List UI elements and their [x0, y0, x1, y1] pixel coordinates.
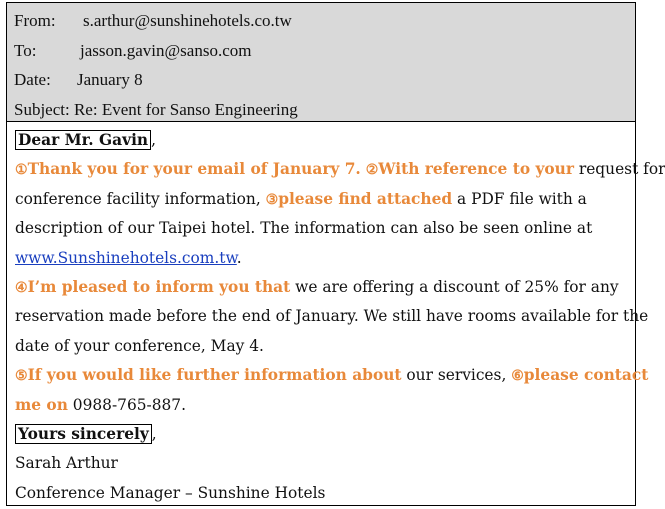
- subject-value: Re: Event for Sanso Engineering: [73, 99, 298, 119]
- marker-3: ③: [265, 191, 279, 208]
- line-2b: a PDF file with a: [452, 189, 587, 208]
- to-label: To:: [14, 40, 37, 60]
- subject-label: Subject:: [14, 99, 70, 119]
- body-line-1: [15, 155, 665, 184]
- to-row: [7, 36, 635, 66]
- body-line-2: [15, 185, 627, 214]
- subject-row: [7, 95, 635, 125]
- phrase-2: With reference to your: [378, 160, 574, 179]
- from-value: s.arthur@sunshinehotels.co.tw: [83, 11, 292, 30]
- body-line-4: [15, 244, 627, 273]
- sender-title: Conference Manager – Sunshine Hotels: [15, 483, 326, 502]
- line-2a: conference facility information,: [15, 189, 266, 208]
- marker-6: ⑥: [511, 368, 524, 385]
- body-line-7: [15, 332, 627, 361]
- link-tail: .: [236, 248, 242, 267]
- body-line-5: [15, 273, 627, 302]
- greeting: Dear Mr. Gavin: [15, 130, 151, 150]
- closing-comma: ,: [151, 424, 157, 443]
- marker-1: ①: [15, 162, 28, 179]
- phrase-6a: please contact: [523, 366, 649, 385]
- phrase-4: I’m pleased to inform you that: [27, 277, 291, 296]
- sender-title-line: [15, 479, 627, 508]
- website-link[interactable]: www.Sunshinehotels.com.tw: [15, 248, 237, 267]
- from-label: From:: [14, 11, 56, 30]
- from-row: [7, 6, 635, 36]
- date-value: January 8: [77, 70, 143, 89]
- body-line-3: [15, 214, 627, 243]
- date-row: [7, 65, 635, 95]
- sender-name-line: [15, 449, 627, 478]
- sender-name: Sarah Arthur: [15, 454, 118, 473]
- line-6: reservation made before the end of January. We still have rooms available for the: [15, 307, 649, 326]
- phrase-5: If you would like further information about: [27, 366, 402, 385]
- phrase-6b: me on: [15, 395, 68, 414]
- to-value: jasson.gavin@sanso.com: [80, 40, 252, 60]
- marker-2: ②: [365, 162, 379, 179]
- closing: Yours sincerely: [15, 424, 152, 444]
- phrase-3: please find attached: [278, 189, 453, 208]
- body-line-8: [15, 361, 649, 390]
- phrase-4-rest: we are offering a discount of 25% for any: [290, 277, 619, 296]
- body-line-9: [15, 391, 627, 420]
- email-body: [7, 122, 665, 508]
- closing-line: [15, 420, 627, 449]
- body-line-6: [15, 302, 649, 331]
- line-3: description of our Taipei hotel. The information can also be seen online at: [15, 219, 593, 238]
- phone-number: 0988-765-887.: [67, 395, 186, 414]
- marker-5: ⑤: [15, 368, 28, 385]
- greeting-comma: ,: [151, 131, 157, 149]
- email-frame: [6, 2, 665, 506]
- marker-4: ④: [15, 279, 28, 296]
- phrase-5-rest: our services,: [401, 366, 512, 385]
- phrase-1: Thank you for your email of January 7.: [27, 160, 361, 179]
- date-label: Date:: [14, 70, 51, 89]
- line-7: date of your conference, May 4.: [15, 336, 264, 355]
- phrase-2-rest: request for: [573, 160, 665, 179]
- email-header: [7, 3, 635, 122]
- greeting-line: [15, 126, 627, 155]
